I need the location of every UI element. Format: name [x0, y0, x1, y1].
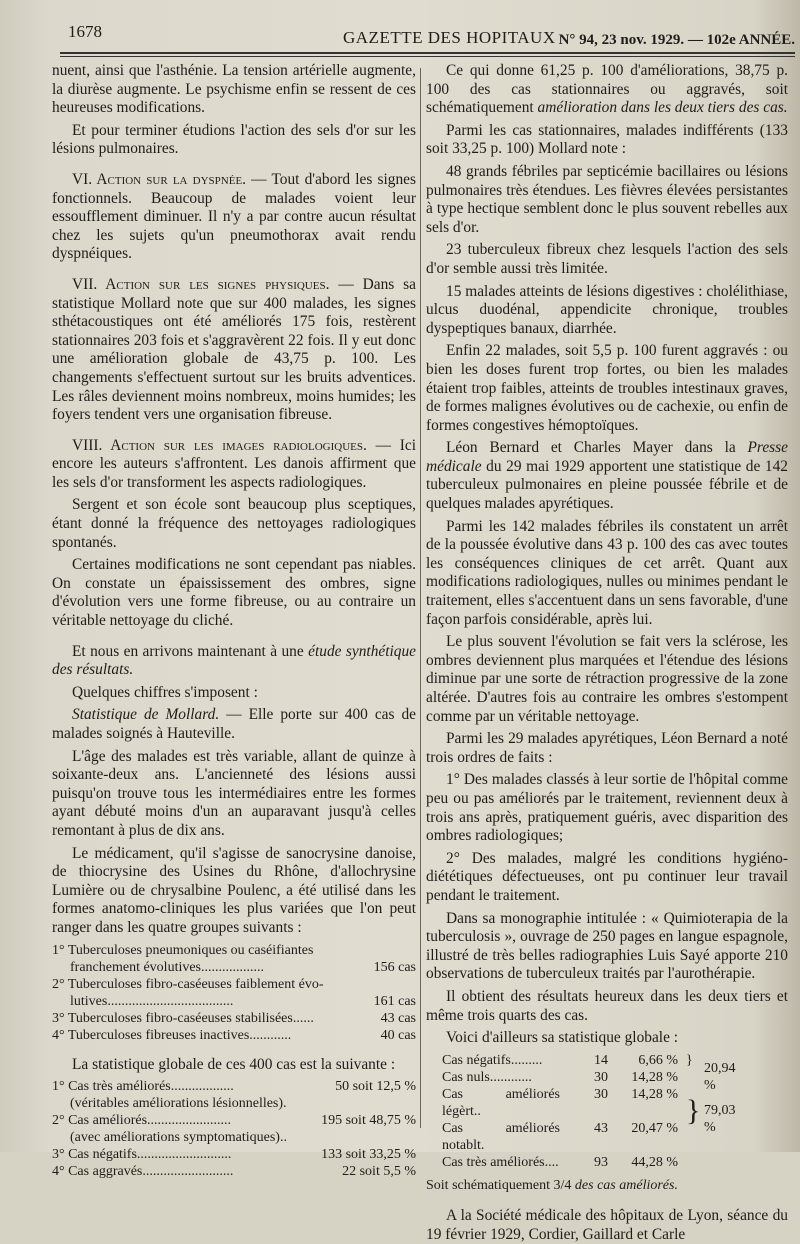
- table-cell: Cas nuls............: [442, 1069, 532, 1085]
- table-cell: 43: [594, 1120, 608, 1136]
- paragraph: 2° Des malades, malgré les conditions hygiéno-diététiques défectueuses, ont pu continuer leur travail pendant le traitement.: [426, 849, 788, 904]
- table-cell: 14,28 %: [631, 1069, 678, 1085]
- list-item-label: 1° Tuberculoses pneumoniques ou caséifiantes: [52, 942, 314, 958]
- table-cell: Cas améliorés notablt.: [442, 1120, 560, 1153]
- paragraph-text: du 29 mai 1929 apportent une statistique de 142 tuberculeux pulmonaires en pleine poussée fébrile et de quelques malades apyrétiques.: [426, 457, 788, 513]
- section-text: — Dans sa statistique Mollard note que sur 400 malades, les signes sthétacoustiques ont été améliorés 175 fois, restèrent stationnaires 203 fois et s'aggravèrent 22 fois. Il y eut donc une amélioration globale de 43,75 p. 100. Les changements s'effectuent surtout sur les bruits adventices. Les râles deviennent moins nombreux, moins humides; les foyers tendent vers une organisation fibreuse.: [52, 275, 416, 424]
- sayé-stats-table: [442, 1052, 742, 1171]
- paragraph: Parmi les 142 malades fébriles ils constatent un arrêt de la poussée évolutive dans 43 p. 100 des cas avec toutes les conséquences cliniques de cet arrêt. Quant aux modifications radiologiques, nulles ou minimes pendant le traitement, elles s'accentuent dans un sens favorable, d'une façon parfois considérable, après lui.: [426, 517, 788, 628]
- header-rule-thin: [60, 56, 795, 57]
- table-cell: 14: [594, 1052, 608, 1068]
- brace-bracket: }: [686, 1093, 701, 1127]
- paragraph-text: Et nous en arrivons maintenant à une: [72, 642, 309, 660]
- table-cell: 6,66 %: [638, 1052, 678, 1068]
- table-row: [442, 1069, 742, 1086]
- paragraph-text: Ce qui donne 61,25 p. 100 d'améliorations, 38,75 p. 100 des cas stationnaires ou aggravés, soit schématiquement: [426, 62, 788, 117]
- paragraph: Dans sa monographie intitulée : « Quimioterapia de la tuberculosis », ouvrage de 250 pages en langue espagnole, illustré de très belles radiographies Luis Sayé apporte 210 observations de tuberculeux traités par l'aurothérapie.: [426, 909, 788, 983]
- list-item: [52, 1078, 416, 1095]
- paragraph: Sergent et son école sont beaucoup plus sceptiques, étant donné la fréquence des nettoyages radiologiques spontanés.: [52, 496, 416, 551]
- left-column: [52, 62, 416, 1180]
- list-item-label: 3° Cas négatifs...........................: [52, 1147, 232, 1163]
- paragraph: Il obtient des résultats heureux dans les deux tiers et même trois quarts des cas.: [426, 987, 788, 1024]
- section-text: — Tout d'abord les signes fonctionnels. Beaucoup de malades voient leur essoufflement diminuer. Il n'y a par contre aucun résultat chez les sujets qu'un pneumothorax avait rendu dyspnéiques.: [52, 170, 416, 263]
- table-row: [442, 1052, 742, 1069]
- paragraph: [52, 706, 416, 743]
- list-item-value: 40 cas: [380, 1027, 416, 1043]
- paragraph-text: Léon Bernard et Charles Mayer dans la: [446, 439, 748, 457]
- table-cell: Cas très améliorés....: [442, 1154, 559, 1170]
- table-cell: Cas négatifs.........: [442, 1052, 543, 1068]
- results-list: [52, 1078, 416, 1180]
- paragraph: nuent, ainsi que l'asthénie. La tension artérielle augmente, la diurèse augmente. Le psychisme enfin se ressent de ces heureuses modifications.: [52, 62, 416, 117]
- list-item: [52, 1027, 416, 1044]
- list-item-label: 1° Cas très améliorés..................: [52, 1079, 234, 1095]
- paragraph: Parmi les cas stationnaires, malades indifférents (133 soit 33,25 p. 100) Mollard note :: [426, 121, 788, 158]
- list-item: [52, 942, 416, 959]
- paragraph-text: Soit schématiquement 3/4: [426, 1177, 575, 1193]
- list-item: [52, 976, 416, 993]
- table-cell: 44,28 %: [631, 1154, 678, 1170]
- brace-total-improved: 79,03 %: [704, 1102, 736, 1135]
- paragraph: 48 grands fébriles par septicémie bacillaires ou lésions pulmonaires très étendues. Les fièvres élevées persistantes à type hectique semblent donc le plus souvent rebelles aux sels d'or.: [426, 162, 788, 236]
- paragraph: Voici d'ailleurs sa statistique globale :: [446, 1029, 679, 1047]
- section-heading: VI. Action sur la dyspnée.: [72, 170, 247, 188]
- list-item-label: 4° Tuberculoses fibreuses inactives............: [52, 1027, 292, 1043]
- emphasis: Presse médicale: [426, 439, 788, 475]
- table-cell: 30: [594, 1086, 608, 1102]
- list-item-value: 22 soit 5,5 %: [342, 1164, 416, 1180]
- paragraph: 23 tuberculeux fibreux chez lesquels l'action des sels d'or semble aussi très limitée.: [426, 241, 788, 277]
- list-item-value: 161 cas: [373, 993, 416, 1009]
- list-item-value: 50 soit 12,5 %: [335, 1079, 416, 1095]
- list-item-label: (véritables améliorations lésionnelles).: [70, 1096, 287, 1112]
- groups-list: [52, 942, 416, 1044]
- list-item-value: 43 cas: [380, 1010, 416, 1026]
- emphasis: étude synthétique des résultats.: [52, 642, 416, 679]
- list-item-value: 156 cas: [373, 959, 416, 975]
- emphasis: amélioration dans les deux tiers des cas.: [537, 99, 788, 117]
- list-item-label: 3° Tuberculoses fibro-caséeuses stabilisées......: [52, 1010, 314, 1026]
- table-cell: 93: [594, 1154, 608, 1170]
- list-item: [52, 1146, 416, 1163]
- section-vi: [52, 171, 416, 264]
- paragraph: Le plus souvent l'évolution se fait vers la sclérose, les ombres deviennent plus marquées et l'étendue des lésions diminue par une sorte de rétraction progressive de la zone altérée. D'autres fois au contraire les ombres s'estompent comme par un véritable nettoyage.: [426, 633, 788, 725]
- list-item-label: lutives....................................: [70, 993, 234, 1009]
- paragraph: 1° Des malades classés à leur sortie de l'hôpital comme peu ou pas améliorés par le traitement, reviennent deux à trois ans après, pratiquement guéris, avec disparition des ombres radiologiques;: [426, 771, 788, 845]
- paragraph: [52, 643, 416, 680]
- issue-info: N° 94, 23 nov. 1929. — 102e ANNÉE.: [558, 32, 795, 48]
- list-item-label: 2° Tuberculoses fibro-caséeuses faiblement évo-: [52, 976, 324, 992]
- paragraph: Le médicament, qu'il s'agisse de sanocrysine danoise, de thiocrysine des Usines du Rhône, d'allochrysine Lumière ou de chrysalbine Poulenc, a été utilisé dans les formes anatomo-cliniques les plus variées que l'on peut ranger dans les quatre groupes suivants :: [52, 844, 416, 936]
- table-cell: 14,28 %: [631, 1086, 678, 1102]
- column-divider: [420, 68, 421, 1128]
- list-item-label: franchement évolutives..................: [70, 959, 265, 975]
- emphasis: des cas améliorés.: [574, 1177, 678, 1193]
- paragraph: L'âge des malades est très variable, allant de quinze à soixante-deux ans. L'ancienneté des lésions aussi puisqu'on trouve tous les intermédiaires entre les formes ayant débuté moins d'un an auparavant jusqu'à celles remontant à plus de dix ans.: [52, 747, 416, 839]
- paragraph: Et pour terminer étudions l'action des sels d'or sur les lésions pulmonaires.: [52, 121, 416, 158]
- list-item: [52, 1129, 416, 1146]
- section-viii: [52, 437, 416, 493]
- table-cell: 20,47 %: [631, 1120, 678, 1136]
- list-item-value: 195 soit 48,75 %: [321, 1113, 416, 1129]
- list-item: [52, 1163, 416, 1180]
- paragraph: Parmi les 29 malades apyrétiques, Léon Bernard a noté trois ordres de faits :: [426, 730, 788, 766]
- page-number: 1678: [68, 22, 102, 41]
- list-item-label: (avec améliorations symptomatiques)..: [70, 1130, 287, 1146]
- list-item: [52, 993, 416, 1010]
- paragraph: A la Société médicale des hôpitaux de Lyon, séance du 19 février 1929, Cordier, Gaillard et Carle: [426, 1207, 788, 1243]
- section-heading: VIII. Action sur les images radiologiques.: [72, 436, 367, 454]
- paragraph: Enfin 22 malades, soit 5,5 p. 100 furent aggravés : ou bien les doses furent trop fortes, ou bien les malades étaient trop faibles, atteints de troubles intestinaux graves, de formes malignes évolutives ou de cachexie, ou enfin de formes congestives hémoptoïques.: [426, 342, 788, 434]
- brace-total-negative: 20,94 %: [704, 1060, 736, 1093]
- table-cell: 30: [594, 1069, 608, 1085]
- section-text: — Ici encore les auteurs s'affrontent. Les danois affirment que les sels d'or transforment les aspects radiologiques.: [52, 436, 416, 491]
- paragraph: Quelques chiffres s'imposent :: [72, 683, 258, 701]
- right-column: [426, 62, 788, 1243]
- list-item: [52, 1112, 416, 1129]
- paragraph: 15 malades atteints de lésions digestives : cholélithiase, ulcus duodénal, appendicite chronique, troubles dyspeptiques banaux, diarrhée.: [426, 282, 788, 337]
- section-vii: [52, 276, 416, 425]
- section-heading: VII. Action sur les signes physiques.: [72, 275, 330, 293]
- paragraph-text: — Elle porte sur 400 cas de malades soignés à Hauteville.: [52, 706, 416, 742]
- paragraph: Certaines modifications ne sont cependant pas niables. On constate un épaississement des ombres, signe d'évolution vers une forme fibreuse, ou au contraire un véritable nettoyage du cliché.: [52, 556, 416, 630]
- list-item: [52, 1010, 416, 1027]
- header-rule: [60, 52, 795, 54]
- paragraph: La statistique globale de ces 400 cas est la suivante :: [72, 1055, 396, 1073]
- list-item-label: 2° Cas améliorés........................: [52, 1113, 232, 1129]
- paragraph: [426, 439, 788, 513]
- list-item: [52, 1095, 416, 1112]
- table-row: [442, 1154, 742, 1171]
- paragraph: [426, 62, 788, 118]
- list-item-value: 133 soit 33,25 %: [321, 1147, 416, 1163]
- emphasis: Statistique de Mollard.: [72, 706, 220, 724]
- table-cell: Cas améliorés légèrt..: [442, 1086, 560, 1119]
- brace-bracket: }: [686, 1052, 693, 1068]
- list-item: [52, 959, 416, 976]
- journal-title: GAZETTE DES HOPITAUX: [343, 28, 556, 47]
- list-item-label: 4° Cas aggravés..........................: [52, 1164, 234, 1180]
- stats-footer: [426, 1177, 788, 1196]
